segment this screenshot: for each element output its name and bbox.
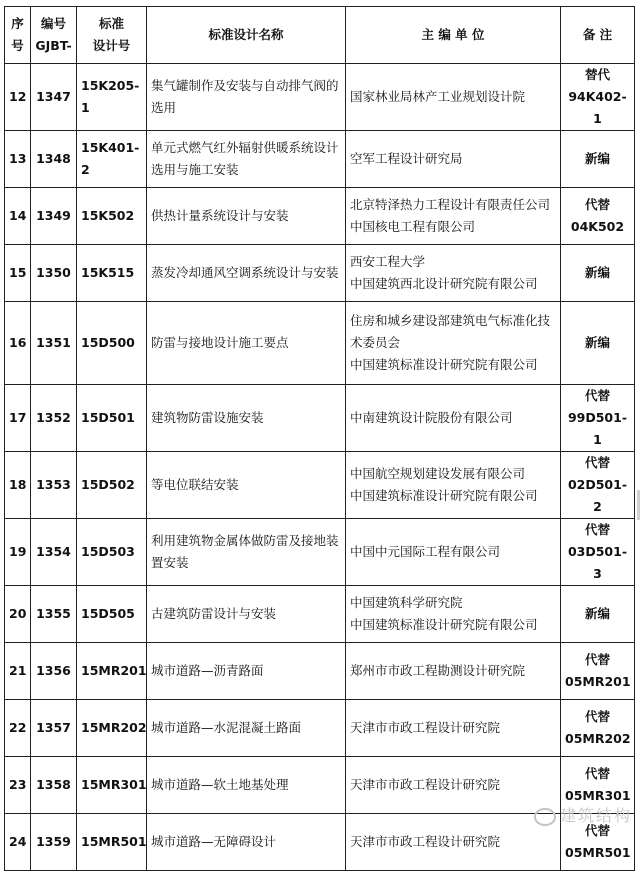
row-code: 1349: [31, 188, 77, 245]
row-note: [561, 643, 635, 700]
row-seq: 19: [5, 519, 31, 586]
row-seq: 24: [5, 814, 31, 871]
row-note: [561, 131, 635, 188]
row-org: [346, 302, 561, 385]
row-note-line: 代替: [584, 455, 610, 470]
row-std-no: 15K205-1: [77, 64, 147, 131]
row-code: 1348: [31, 131, 77, 188]
watermark: [534, 803, 632, 826]
header-std-no: 标准 设计号: [77, 7, 147, 64]
row-org: [346, 131, 561, 188]
row-note: [561, 302, 635, 385]
row-std-no: 15D500: [77, 302, 147, 385]
row-seq: 21: [5, 643, 31, 700]
table-row: [5, 643, 635, 700]
row-note-line: 05MR202: [565, 731, 631, 746]
row-code: 1352: [31, 385, 77, 452]
row-note-line: 代替: [584, 823, 610, 838]
row-org-line: 国家林业局林产工业规划设计院: [350, 89, 526, 104]
row-code: 1359: [31, 814, 77, 871]
row-note: [561, 452, 635, 519]
row-org: [346, 385, 561, 452]
row-org-line: 中国核电工程有限公司: [350, 219, 476, 234]
row-std-no: 15MR501: [77, 814, 147, 871]
row-std-no: 15K502: [77, 188, 147, 245]
row-code: 1347: [31, 64, 77, 131]
header-row: [5, 7, 635, 64]
row-org-line: 郑州市市政工程勘测设计研究院: [350, 663, 526, 678]
row-name: [147, 519, 346, 586]
row-note: [561, 385, 635, 452]
row-org: [346, 188, 561, 245]
header-org: 主 编 单 位: [346, 7, 561, 64]
row-note-line: 05MR501: [565, 845, 631, 860]
row-note-line: 替代: [584, 67, 610, 82]
row-org-line: 中国建筑西北设计研究院有限公司: [350, 276, 538, 291]
row-code: 1358: [31, 757, 77, 814]
row-name: [147, 385, 346, 452]
row-note-line: 代替: [584, 766, 610, 781]
row-org: [346, 757, 561, 814]
row-code: 1351: [31, 302, 77, 385]
row-note-line: 99D501-1: [567, 410, 628, 447]
row-note-line: 新编: [584, 335, 610, 350]
row-name-line: 等电位联结安装: [151, 477, 239, 492]
row-std-no: 15D503: [77, 519, 147, 586]
row-seq: 16: [5, 302, 31, 385]
header-note: 备 注: [561, 7, 635, 64]
row-std-no: 15K401-2: [77, 131, 147, 188]
row-note-line: 新编: [584, 151, 610, 166]
row-org: [346, 814, 561, 871]
row-seq: 23: [5, 757, 31, 814]
row-name-line: 利用建筑物金属体做防雷及接地装: [151, 533, 339, 548]
row-name: [147, 757, 346, 814]
row-code: 1353: [31, 452, 77, 519]
row-seq: 18: [5, 452, 31, 519]
row-org-line: 中国建筑标准设计研究院有限公司: [350, 357, 538, 372]
row-org-line: 中国建筑标准设计研究院有限公司: [350, 617, 538, 632]
table-row: [5, 188, 635, 245]
row-note-line: 03D501-3: [567, 544, 628, 581]
row-org: [346, 452, 561, 519]
row-note-line: 新编: [584, 265, 610, 280]
row-org-line: 空军工程设计研究局: [350, 151, 463, 166]
row-std-no: 15MR301: [77, 757, 147, 814]
row-std-no: 15D501: [77, 385, 147, 452]
row-name-line: 防雷与接地设计施工要点: [151, 335, 289, 350]
row-seq: 20: [5, 586, 31, 643]
row-name-line: 古建筑防雷设计与安装: [151, 606, 277, 621]
row-org-line: 天津市市政工程设计研究院: [350, 720, 501, 735]
row-note-line: 代替: [584, 522, 610, 537]
row-seq: 17: [5, 385, 31, 452]
header-name: 标准设计名称: [147, 7, 346, 64]
row-name: [147, 64, 346, 131]
row-name: [147, 188, 346, 245]
table-row: [5, 302, 635, 385]
row-name-line: 城市道路—无障碍设计: [151, 834, 277, 849]
row-org-line: 天津市市政工程设计研究院: [350, 834, 501, 849]
row-org: [346, 245, 561, 302]
row-seq: 14: [5, 188, 31, 245]
table-row: [5, 519, 635, 586]
row-code: 1357: [31, 700, 77, 757]
row-name-line: 城市道路—水泥混凝土路面: [151, 720, 302, 735]
row-name-line: 城市道路—沥青路面: [151, 663, 264, 678]
row-name-line: 集气罐制作及安装与自动排气阀的: [151, 78, 339, 93]
row-org: [346, 643, 561, 700]
row-name: [147, 302, 346, 385]
row-name-line: 置安装: [151, 555, 189, 570]
header-code: 编号 GJBT-: [31, 7, 77, 64]
row-std-no: 15MR202: [77, 700, 147, 757]
row-name-line: 单元式燃气红外辐射供暖系统设计: [151, 140, 339, 155]
row-org: [346, 586, 561, 643]
row-note-line: 94K402-1: [568, 89, 627, 126]
header-seq: 序 号: [5, 7, 31, 64]
row-org: [346, 700, 561, 757]
row-name-line: 蒸发冷却通风空调系统设计与安装: [151, 265, 339, 280]
wechat-icon: [534, 808, 556, 826]
row-note-line: 新编: [584, 606, 610, 621]
row-code: 1355: [31, 586, 77, 643]
row-org-line: 中南建筑设计院股份有限公司: [350, 410, 513, 425]
table-row: [5, 586, 635, 643]
row-org-line: 中国中元国际工程有限公司: [350, 544, 501, 559]
row-std-no: 15MR201: [77, 643, 147, 700]
row-name-line: 选用: [151, 100, 177, 115]
table-row: [5, 245, 635, 302]
row-org-line: 西安工程大学: [350, 254, 426, 269]
row-org: [346, 64, 561, 131]
row-org-line: 中国航空规划建设发展有限公司: [350, 466, 526, 481]
row-org-line: 住房和城乡建设部建筑电气标准化技: [350, 313, 551, 328]
row-std-no: 15D505: [77, 586, 147, 643]
row-note-line: 代替: [584, 652, 610, 667]
row-code: 1350: [31, 245, 77, 302]
row-org-line: 中国建筑标准设计研究院有限公司: [350, 488, 538, 503]
row-note: [561, 586, 635, 643]
row-seq: 15: [5, 245, 31, 302]
row-org-line: 术委员会: [350, 335, 401, 350]
row-note-line: 05MR201: [565, 674, 631, 689]
row-note-line: 代替: [584, 388, 610, 403]
row-code: 1356: [31, 643, 77, 700]
watermark-text: 建筑结构: [559, 806, 632, 825]
table-row: [5, 131, 635, 188]
row-org: [346, 519, 561, 586]
table-row: [5, 385, 635, 452]
row-name-line: 城市道路—软土地基处理: [151, 777, 289, 792]
row-code: 1354: [31, 519, 77, 586]
row-name: [147, 452, 346, 519]
row-name-line: 供热计量系统设计与安装: [151, 208, 289, 223]
row-seq: 12: [5, 64, 31, 131]
table-row: [5, 64, 635, 131]
row-name: [147, 700, 346, 757]
row-org-line: 中国建筑科学研究院: [350, 595, 463, 610]
row-note: [561, 188, 635, 245]
row-note: [561, 245, 635, 302]
row-note-line: 02D501-2: [567, 477, 628, 514]
row-name: [147, 814, 346, 871]
row-org-line: 北京特泽热力工程设计有限责任公司: [350, 197, 551, 212]
row-org-line: 天津市市政工程设计研究院: [350, 777, 501, 792]
row-note-line: 05MR301: [565, 788, 631, 803]
standards-table: [4, 6, 635, 871]
table-row: [5, 700, 635, 757]
row-std-no: 15D502: [77, 452, 147, 519]
row-name: [147, 586, 346, 643]
row-seq: 13: [5, 131, 31, 188]
table-row: [5, 452, 635, 519]
row-name-line: 选用与施工安装: [151, 162, 239, 177]
row-note: [561, 519, 635, 586]
row-note-line: 代替 04K502: [570, 197, 625, 234]
row-name: [147, 131, 346, 188]
row-name: [147, 245, 346, 302]
row-std-no: 15K515: [77, 245, 147, 302]
row-name-line: 建筑物防雷设施安装: [151, 410, 264, 425]
row-name: [147, 643, 346, 700]
row-note-line: 代替: [584, 709, 610, 724]
row-note: [561, 64, 635, 131]
row-seq: 22: [5, 700, 31, 757]
row-note: [561, 700, 635, 757]
